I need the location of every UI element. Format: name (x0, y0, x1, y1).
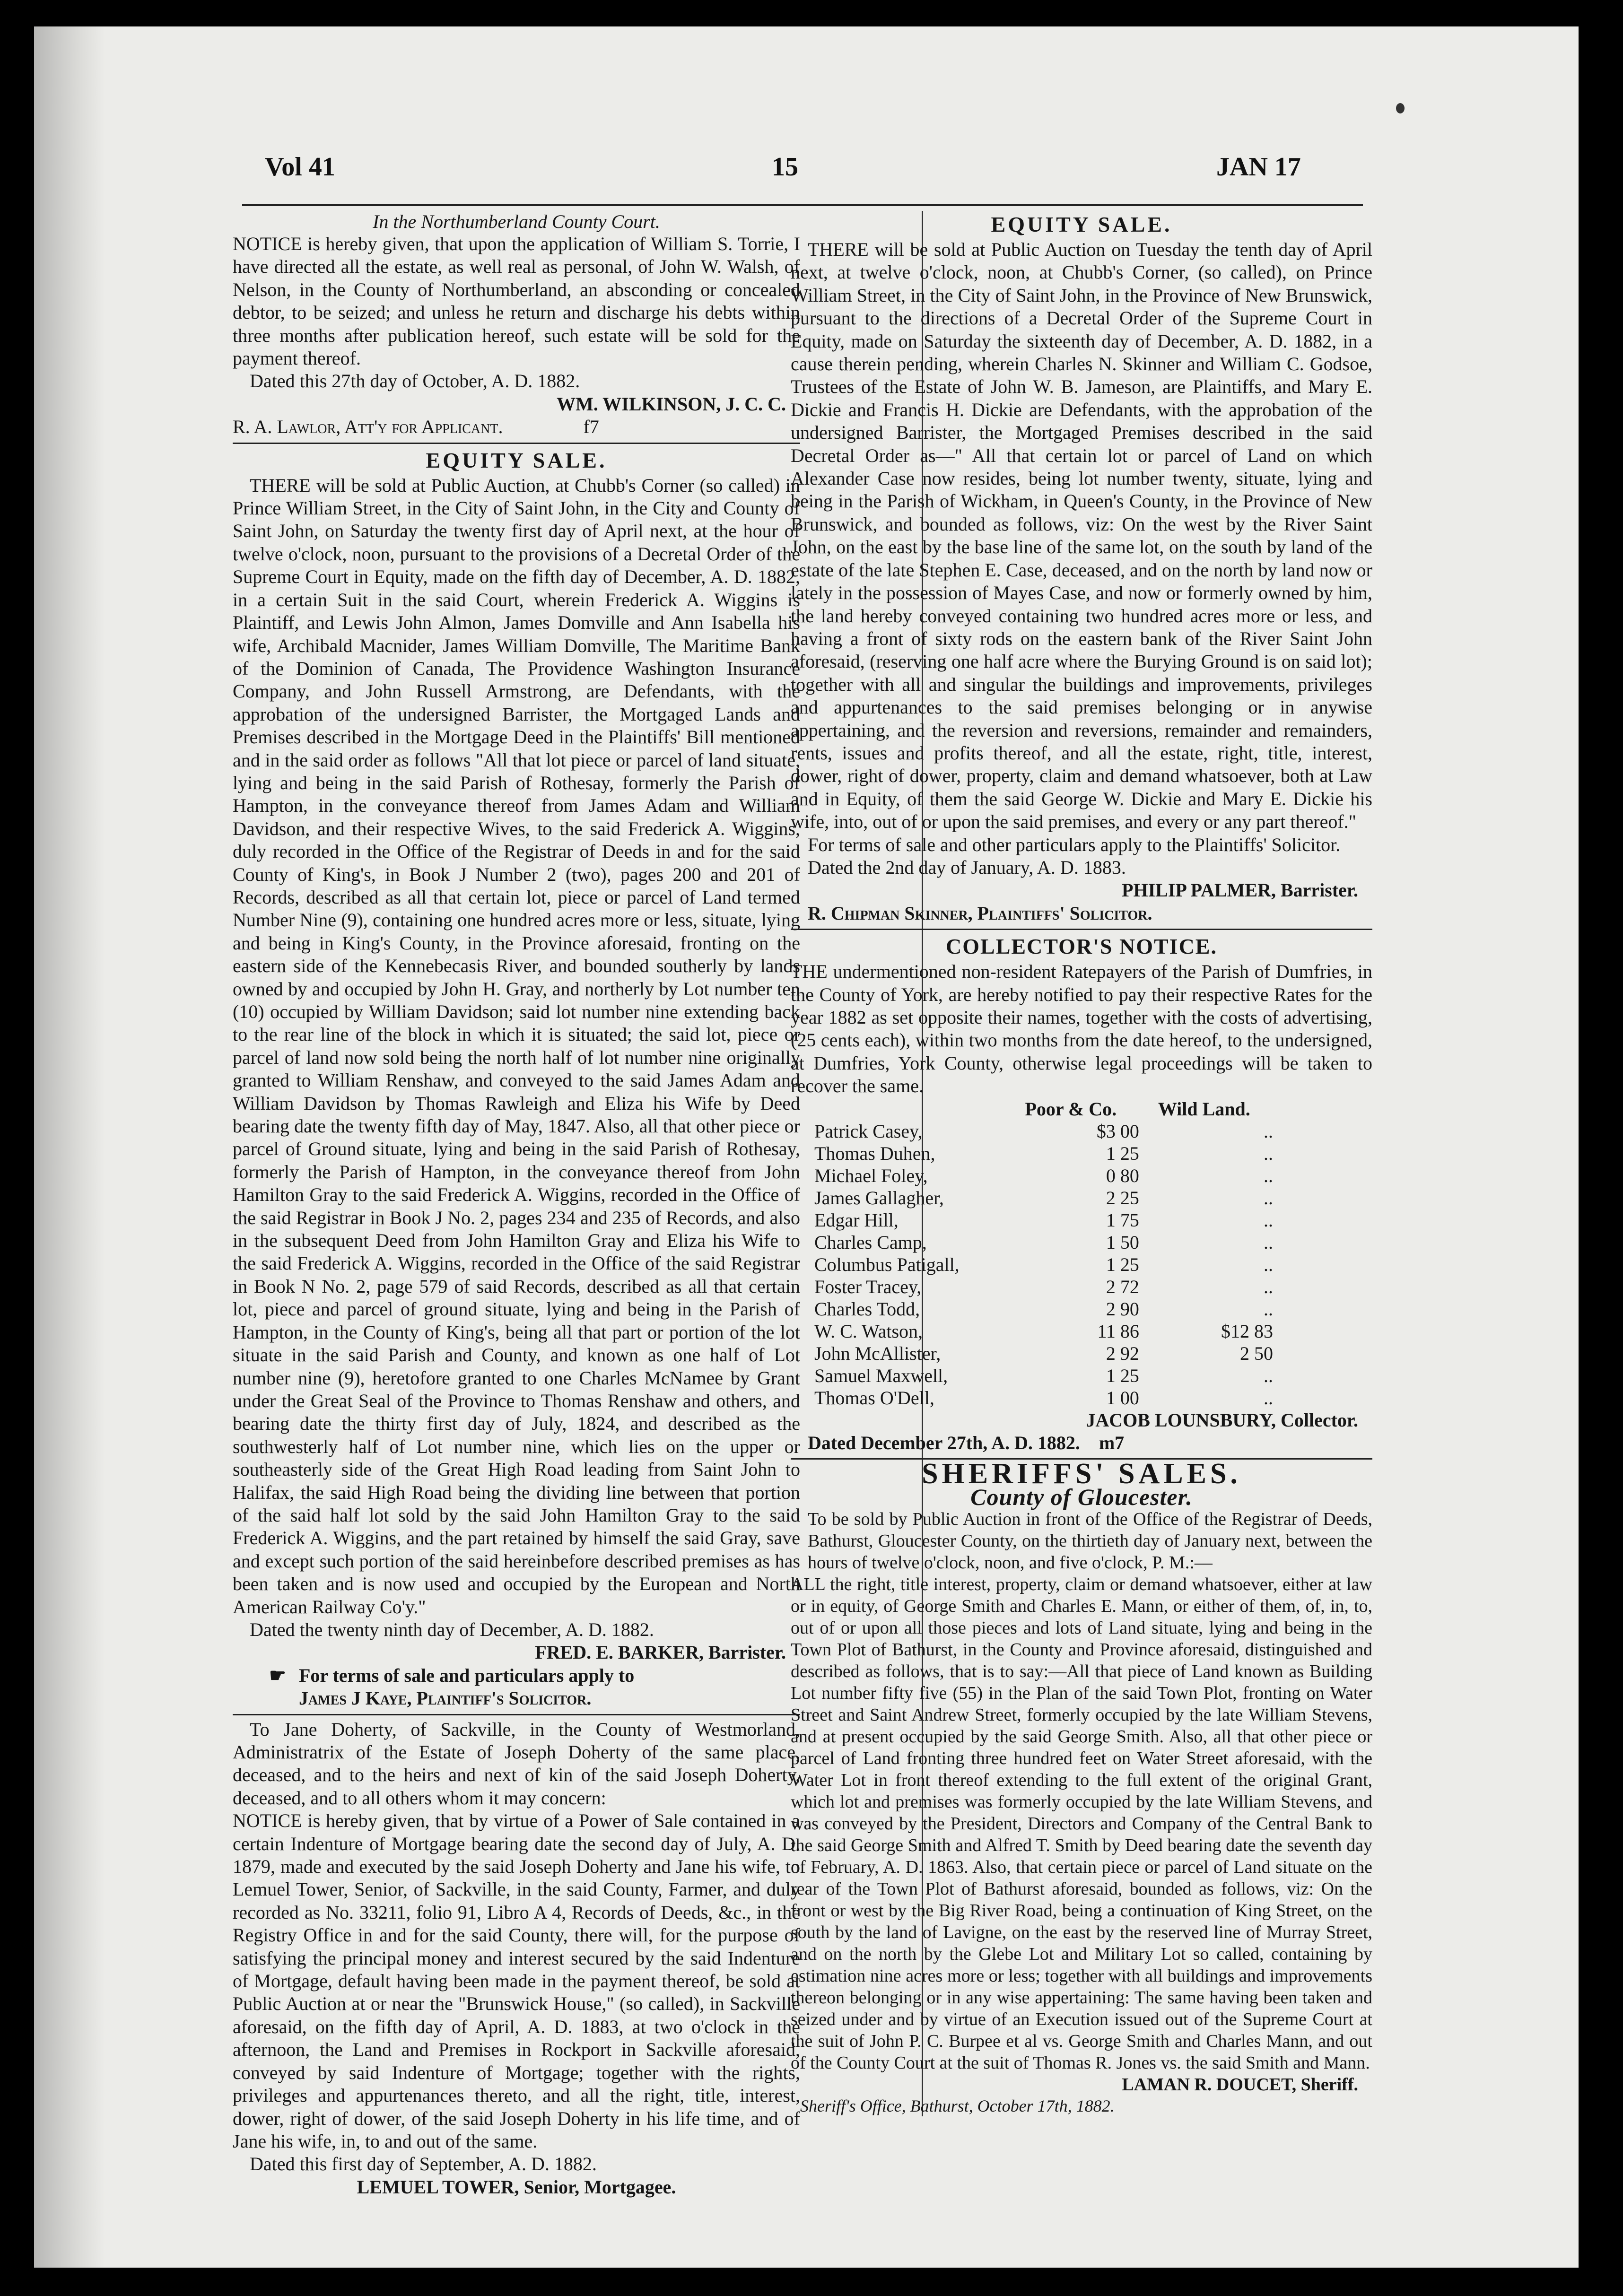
table-header-cell: Wild Land. (1158, 1098, 1250, 1120)
ratepayer-name: Patrick Casey, (814, 1120, 923, 1142)
wild-land-rate: .. (1264, 1253, 1273, 1275)
poor-and-co-rate: 1 25 (1106, 1142, 1139, 1164)
poor-and-co-rate: 1 00 (1106, 1387, 1139, 1409)
mortgage-notice (233, 1718, 800, 2199)
table-row (814, 1253, 1292, 1276)
court-notice-signature: WM. WILKINSON, J. C. C. (557, 393, 786, 415)
mortgage-notice-body: NOTICE is hereby given, that by virtue of a Power of Sale contained in a certain Indenture of Mortgage bearing date the second day of July, A. D. 1879, made and executed by the said Joseph Doherty and Jane his wife, to Lemuel Tower, Senior, of Sackville, in the said County, Farmer, and duly recorded as No. 33211, folio 91, Libro A 4, Records of Deeds, &c., in the Registry Office in and for the said County, there will, for the purpose of satisfying the principal money and interest secured by the said Indenture of Mortgage, default having been made in the payment thereof, be sold at Public Auction at or near the "Brunswick House," (so called), in Sackville aforesaid, on the fifth day of April, A. D. 1883, at two o'clock in the afternoon, the Land and Premises in Rockport in Sackville aforesaid, conveyed by said Indenture of Mortgage; together with the rights, privileges and appurtenances thereto, and all the right, title, interest, dower, right of dower, of the said Joseph Doherty in his life time, and of Jane his wife, in, to and out of the same. (233, 1810, 800, 2152)
sheriffs-sales-body: ALL the right, title interest, property, claim or demand whatsoever, either at law or in equity, of George Smith and Charles E. Mann, or either of them, of, in, to, out of or upon all those pieces and lots of Land situate, lying and being in the Town Plot of Bathurst, in the County and Province aforesaid, distinguished and described as follows, that is to say:—All that piece of Land known as Building Lot number fifty five (55) in the Plan of the said Town Plot, fronting on Water Street and Saint Andrew Street, formerly occupied by the late William Stevens, and at present occupied by the said George Smith. Also, all that other piece or parcel of Land fronting three hundred feet on Water Street aforesaid, with the Water Lot in front thereof extending to the full extent of the original Grant, which lot and premises was formerly occupied by the late William Stevens, and was conveyed by the President, Directors and Company of the Central Bank to the said George Smith and Alfred T. Smith by Deed bearing date the seventh day of February, A. D. 1863. Also, that certain piece or parcel of Land situate on the rear of the Town Plot of Bathurst aforesaid, bounded as follows, viz: On the front or west by the Big River Road, being a continuation of King Street, on the south by the land of Lavigne, on the east by the reserved line of Murray Street, and on the north by the Glebe Lot and Military Lot so called, containing by estimation nine acres more or less; together with all buildings and improvements thereon belonging or in any wise appertaining: The same having been taken and seized under and by virtue of an Execution issued out of the Supreme Court at the suit of John P. C. Burpee et al vs. George Smith and Charles Mann, and out of the County Court at the suit of Thomas R. Jones vs. the said Smith and Mann. (791, 1574, 1372, 2073)
equity-sale-right-body: THERE will be sold at Public Auction on Tuesday the tenth day of April next, at twelve o'clock, noon, at Chubb's Corner, (so called), on Prince William Street, in the City of Saint John, in the Province of New Brunswick, pursuant to the directions of a Decretal Order of the Supreme Court in Equity, made on Saturday the sixteenth day of December, A. D. 1882, in a cause therein pending, wherein Charles N. Skinner and William C. Godsoe, Trustees of the Estate of John W. B. Jameson, are Plaintiffs, and Mary E. Dickie and Francis H. Dickie are Defendants, with the approbation of the undersigned Barrister, the Mortgaged Premises described in the said Decretal Order as—" All that certain lot or parcel of Land on which Alexander Case now resides, being lot number twenty, situate, lying and being in the Parish of Wickham, in Queen's County, in the Province of New Brunswick, and bounded as follows, viz: On the west by the River Saint John, on the east by the base line of the same lot, on the south by land of the estate of the late Stephen E. Case, deceased, and on the north by land now or lately in the possession of Mayes Case, and now or formerly owned by him, the land hereby conveyed containing two hundred acres more or less, and having a front of sixty rods on the eastern bank of the River Saint John aforesaid, (reserving one half acre where the Burying Ground is on said lot); together with all and singular the buildings and improvements, privileges and appurtenances to the said premises belonging or in anywise appertaining, and the reversion and reversions, remainder and remainders, rents, issues and profits thereof, and all the estate, right, title, interest, dower, right of dower, property, claim and demand whatsoever, both at Law and in Equity, of them the said George W. Dickie and Mary E. Dickie his wife, into, out of or upon the said premises, and every or any part thereof." (791, 239, 1372, 833)
wild-land-rate: .. (1264, 1165, 1273, 1186)
sheriffs-sales-title: SHERIFFS' SALES. (922, 1458, 1241, 1490)
wild-land-rate: .. (1264, 1187, 1273, 1209)
poor-and-co-rate: 2 25 (1106, 1187, 1139, 1209)
ratepayer-name: Thomas O'Dell, (814, 1387, 934, 1409)
wild-land-rate: $12 83 (1221, 1320, 1273, 1342)
court-notice-body: NOTICE is hereby given, that upon the application of William S. Torrie, I have directed all the estate, as well real as personal, of John W. Walsh, of Nelson, in the County of Northumberland, an absconding or concealed debtor, to be seized; and unless he return and discharge his debts within three months after publication hereof, such estate will be sold for the payment thereof. (233, 233, 800, 369)
table-row (814, 1320, 1292, 1342)
section-rule (233, 443, 800, 444)
court-notice-code: f7 (583, 416, 599, 438)
poor-and-co-rate: 0 80 (1106, 1165, 1139, 1186)
equity-sale-left-terms-line (233, 1664, 800, 1687)
page-number: 15 (772, 152, 798, 182)
ratepayer-name: Samuel Maxwell, (814, 1365, 948, 1386)
equity-sale-left (233, 447, 800, 1710)
table-row (814, 1187, 1292, 1209)
ratepayer-name: Thomas Duhen, (814, 1142, 935, 1164)
table-row (814, 1298, 1292, 1320)
poor-and-co-rate: 1 75 (1106, 1209, 1139, 1231)
pointing-hand-icon: ☛ (269, 1664, 286, 1686)
table-row (814, 1231, 1292, 1253)
page-gutter-shadow (34, 26, 105, 2268)
table-row (814, 1120, 1292, 1142)
wild-land-rate: .. (1264, 1365, 1273, 1386)
sheriffs-sales (791, 1458, 1372, 2116)
wild-land-rate: .. (1264, 1142, 1273, 1164)
mortgage-notice-dated: Dated this first day of September, A. D. 1882. (250, 2153, 597, 2175)
equity-sale-right-title: EQUITY SALE. (991, 212, 1172, 236)
table-row (814, 1165, 1292, 1187)
right-column (791, 211, 1372, 2116)
equity-sale-right-signature: PHILIP PALMER, Barrister. (1122, 879, 1358, 901)
left-column (233, 211, 800, 2199)
poor-and-co-rate: 1 50 (1106, 1231, 1139, 1253)
wild-land-rate: .. (1264, 1120, 1273, 1142)
equity-sale-right-solicitor: R. Chipman Skinner, Plaintiffs' Solicitor. (808, 902, 1152, 924)
collectors-notice-dated: Dated December 27th, A. D. 1882. (808, 1432, 1080, 1454)
wild-land-rate: .. (1264, 1387, 1273, 1409)
issue-date: JAN 17 (1216, 152, 1301, 182)
equity-sale-right (791, 211, 1372, 925)
ratepayer-name: Foster Tracey, (814, 1276, 922, 1297)
sheriffs-sales-county: County of Gloucester. (970, 1483, 1193, 1510)
equity-sale-left-terms: For terms of sale and particulars apply to (299, 1664, 635, 1686)
sheriffs-sales-intro: To be sold by Public Auction in front of the Office of the Registrar of Deeds, Bathurst, Gloucester County, on the thirtieth day of January next, between the hours of twelve o'clock, noon, and five o'clock, P. M.:— (808, 1509, 1372, 1573)
equity-sale-left-solicitor: James J Kaye, Plaintiff's Solicitor. (299, 1687, 592, 1709)
equity-sale-left-dated: Dated the twenty ninth day of December, A. D. 1882. (250, 1618, 654, 1640)
poor-and-co-rate: 1 25 (1106, 1365, 1139, 1386)
collectors-notice-body: THE undermentioned non-resident Ratepayers of the Parish of Dumfries, in the County of York, are hereby notified to pay their respective Rates for the year 1882 as set opposite their names, together with the costs of advertising, (25 cents each), within two months from the date hereof, to the undersigned, at Dumfries, York County, otherwise legal proceedings will be taken to recover the same. (791, 961, 1372, 1097)
ratepayer-name: John McAllister, (814, 1342, 941, 1364)
poor-and-co-rate: 2 72 (1106, 1276, 1139, 1297)
collectors-notice (791, 933, 1372, 1454)
ink-speck (1396, 103, 1405, 113)
section-rule (233, 1714, 800, 1715)
poor-and-co-rate: 2 90 (1106, 1298, 1139, 1320)
collectors-notice-code: m7 (1099, 1432, 1125, 1454)
ratepayer-name: Charles Todd, (814, 1298, 920, 1320)
section-rule (791, 929, 1372, 930)
wild-land-rate: .. (1264, 1231, 1273, 1253)
mortgage-notice-addressee: To Jane Doherty, of Sackville, in the County of Westmorland, Administratrix of the Estate of Joseph Doherty of the same place, deceased, and to the heirs and next of kin of the said Joseph Doherty, deceased, and to all others whom it may concern: (233, 1718, 800, 1809)
poor-and-co-rate: 1 25 (1106, 1253, 1139, 1275)
equity-sale-left-signature: FRED. E. BARKER, Barrister. (535, 1642, 786, 1663)
collectors-notice-title: COLLECTOR'S NOTICE. (946, 934, 1217, 959)
table-row (814, 1365, 1292, 1387)
table-row (814, 1276, 1292, 1298)
court-notice (233, 211, 800, 439)
wild-land-rate: .. (1264, 1209, 1273, 1231)
equity-sale-left-body: THERE will be sold at Public Auction, at Chubb's Corner (so called) in Prince William Street, in the City of Saint John, in the City and County of Saint John, on Saturday the twenty first day of April next, at the hour of twelve o'clock, noon, pursuant to the provisions of a Decretal Order of the Supreme Court in Equity, made on the fifth day of December, A. D. 1882, in a certain Suit in the said Court, wherein Frederick A. Wiggins is Plaintiff, and Lewis John Almon, James Domville and Ann Isabella his wife, Archibald Macnider, James William Domville, The Maritime Bank of the Dominion of Canada, The Providence Washington Insurance Company, and John Russell Armstrong, are Defendants, with the approbation of the undersigned Barrister, the Mortgaged Lands and Premises described in the Mortgage Deed in the Plaintiffs' Bill mentioned and in the said order as follows "All that lot piece or parcel of land situate, lying and being in the said Parish of Rothesay, formerly the Parish of Hampton, in the conveyance thereof from James Adam and William Davidson, and their respective Wives, to the said Frederick A. Wiggins, duly recorded in the Office of the Registrar of Deeds in and for the said County of King's, in Book J Number 2 (two), pages 200 and 201 of Records, described as all that certain lot, piece or parcel of Land termed Number Nine (9), containing one hundred acres more or less, situate, lying and being in King's County, in the Province aforesaid, fronting on the eastern side of the Kennebecasis River, and bounded southerly by lands owned by and occupied by John H. Gray, and northerly by Lot number ten (10) occupied by William Davidson; said lot number nine extending back to the rear line of the block in which it is situated; the said lot, piece or parcel of land now sold being the north half of lot number nine originally granted to William Renshaw, and conveyed to the said James Adam and William Davidson by Thomas Rawleigh and Eliza his Wife by Deed bearing date the twenty fifth day of May, 1847. Also, all that other piece or parcel of Ground situate, lying and being in the said Parish of Rothesay, formerly the Parish of Hampton, in the conveyance thereof from John Hamilton Gray to the said Frederick A. Wiggins, recorded in the Office of the said Registrar in Book J No. 2, pages 234 and 235 of Records, and also in the subsequent Deed from John Hamilton Gray and Eliza his Wife to the said Frederick A. Wiggins, recorded in the Office of the said Registrar in Book N No. 2, page 579 of said Records, described as all that certain lot, piece and parcel of ground situate, lying and being in the Parish of Hampton, in the County of King's, being all that part or portion of the lot situate in the said Parish and County, and known as one half of Lot number nine (9), heretofore granted to one Charles McNamee by Grant under the Great Seal of the Province to Thomas Renshaw and others, and bearing date the thirty first day of July, 1824, and described as the southwesterly half of Lot number nine, which lies on the upper or southeasterly side of the Great High Road leading from Saint John to Halifax, the said High Road being the dividing line between that portion of the said half lot sold by the said John Hamilton Gray to the said Frederick A. Wiggins, and the part retained by himself the said Gray, save and except such portion of the said hereinbefore described premises as has been taken and is now used and occupied by the European and North American Railway Co'y." (233, 474, 800, 1618)
newspaper-page (34, 26, 1579, 2268)
court-notice-dated: Dated this 27th day of October, A. D. 1882. (250, 370, 580, 392)
court-notice-heading: In the Northumberland County Court. (373, 211, 660, 232)
poor-and-co-rate: 2 92 (1106, 1342, 1139, 1364)
equity-sale-left-title: EQUITY SALE. (426, 448, 607, 472)
court-notice-attorney: R. A. Lawlor, Att'y for Applicant. (233, 416, 503, 438)
mortgage-notice-signature: LEMUEL TOWER, Senior, Mortgagee. (357, 2176, 676, 2198)
court-notice-attorney-line (233, 416, 800, 438)
equity-sale-right-terms: For terms of sale and other particulars apply to the Plaintiffs' Solicitor. (808, 834, 1341, 855)
table-header-cell (814, 1098, 1025, 1120)
wild-land-rate: .. (1264, 1276, 1273, 1297)
ratepayer-name: Charles Camp, (814, 1231, 927, 1253)
sheriffs-sales-office: Sheriff's Office, Bathurst, October 17th, 1882. (800, 2096, 1115, 2116)
table-row (814, 1342, 1292, 1365)
ratepayer-name: James Gallagher, (814, 1187, 944, 1209)
table-header-cell: Poor & Co. (1025, 1098, 1117, 1120)
wild-land-rate: 2 50 (1240, 1342, 1273, 1364)
table-row (814, 1142, 1292, 1165)
ratepayer-name: Columbus Patigall, (814, 1253, 960, 1275)
collectors-notice-dated-line (791, 1432, 1372, 1454)
equity-sale-right-dated: Dated the 2nd day of January, A. D. 1883. (808, 856, 1126, 878)
table-row (814, 1387, 1292, 1409)
ratepayer-name: Edgar Hill, (814, 1209, 899, 1231)
table-row (814, 1209, 1292, 1231)
ratepayer-name: Michael Foley, (814, 1165, 928, 1186)
ratepayer-name: W. C. Watson, (814, 1320, 923, 1342)
ratepayers-table-header (814, 1098, 1292, 1120)
wild-land-rate: .. (1264, 1298, 1273, 1320)
poor-and-co-rate: $3 00 (1096, 1120, 1139, 1142)
sheriffs-sales-signature: LAMAN R. DOUCET, Sheriff. (1122, 2075, 1358, 2095)
ratepayers-table (814, 1098, 1292, 1409)
volume-number: Vol 41 (265, 152, 335, 182)
ratepayers-table-body (814, 1120, 1292, 1409)
poor-and-co-rate: 11 86 (1097, 1320, 1139, 1342)
header-rule (242, 204, 1363, 206)
collectors-notice-signature: JACOB LOUNSBURY, Collector. (1086, 1409, 1358, 1431)
